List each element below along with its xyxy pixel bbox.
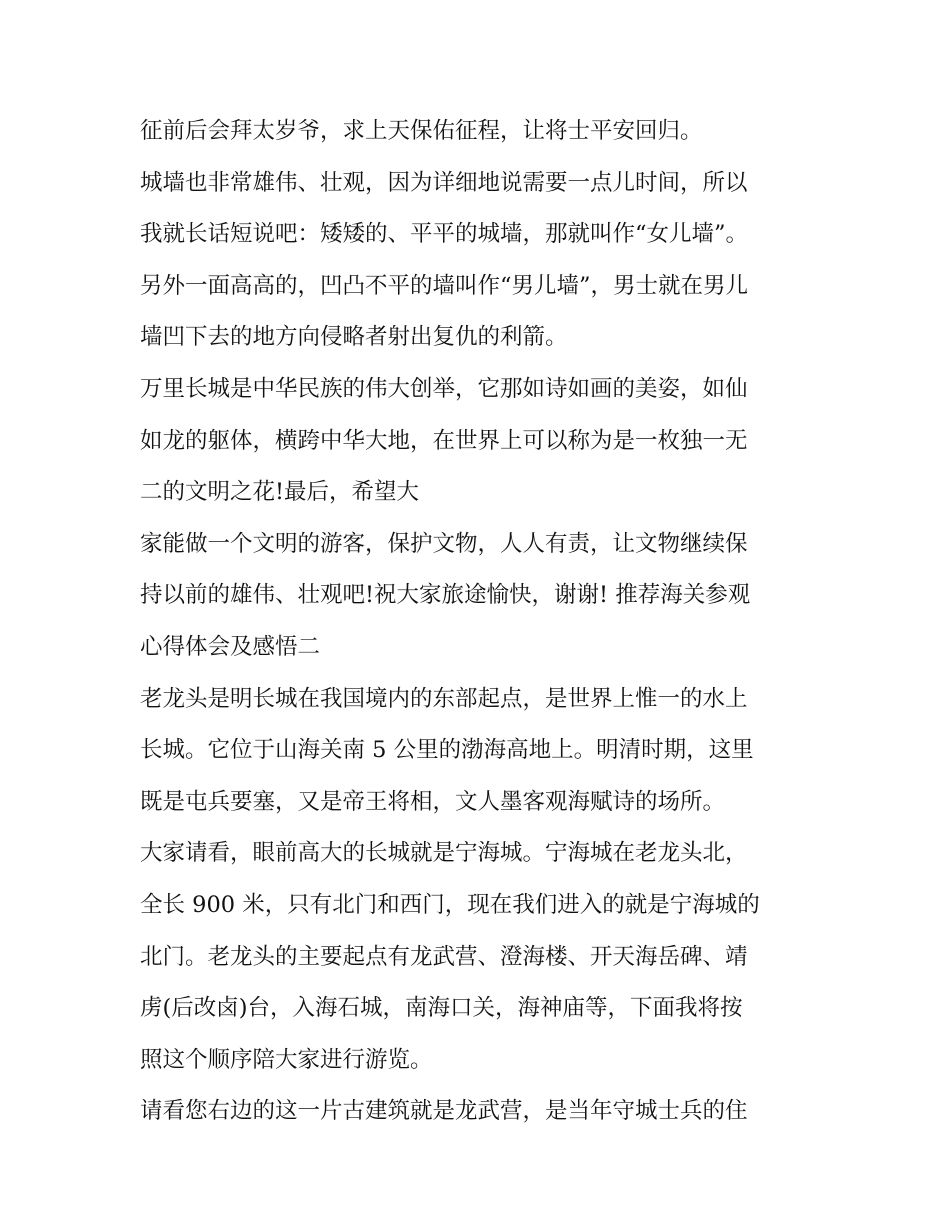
text-line: 家能做一个文明的游客，保护文物，人人有责，让文物继续保: [140, 530, 748, 557]
text-line: 大家请看，眼前高大的长城就是宁海城。宁海城在老龙头北，: [140, 840, 748, 867]
text-line: 如龙的躯体，横跨中华大地，在世界上可以称为是一枚独一无: [140, 427, 748, 454]
text-line: 请看您右边的这一片古建筑就是龙武营，是当年守城士兵的住: [140, 1098, 748, 1125]
text-line: 另外一面高高的，凹凸不平的墙叫作“男儿墙”，男士就在男儿: [140, 272, 749, 299]
section-heading: 心得体会及感悟二: [140, 633, 321, 660]
text-line: 城墙也非常雄伟、壮观，因为详细地说需要一点儿时间，所以: [140, 169, 748, 196]
text-line: 虏(后改卤)台，入海石城，南海口关，海神庙等，下面我将按: [140, 995, 743, 1022]
text-line: 既是屯兵要塞，又是帝王将相，文人墨客观海赋诗的场所。: [140, 788, 726, 815]
text-line: 照这个顺序陪大家进行游览。: [140, 1046, 433, 1073]
text-line: 北门。老龙头的主要起点有龙武营、澄海楼、开天海岳碑、靖: [140, 943, 748, 970]
text-line: 万里长城是中华民族的伟大创举，它那如诗如画的美姿，如仙: [140, 375, 748, 402]
text-line: 长城。它位于山海关南 5 公里的渤海高地上。明清时期，这里: [140, 737, 754, 764]
text-line: 墙凹下去的地方向侵略者射出复仇的利箭。: [140, 324, 568, 351]
text-line: 持以前的雄伟、壮观吧!祝大家旅途愉快，谢谢! 推荐海关参观: [140, 582, 751, 609]
text-line: 我就长话短说吧：矮矮的、平平的城墙，那就叫作“女儿墙”。: [140, 221, 749, 248]
text-line: 二的文明之花!最后，希望大: [140, 479, 420, 506]
text-line: 全长 900 米，只有北门和西门，现在我们进入的就是宁海城的: [140, 891, 760, 918]
body-text: [140, 106, 820, 1138]
text-line: 老龙头是明长城在我国境内的东部起点，是世界上惟一的水上: [140, 685, 748, 712]
text-line: 征前后会拜太岁爷，求上天保佑征程，让将士平安回归。: [140, 118, 703, 144]
